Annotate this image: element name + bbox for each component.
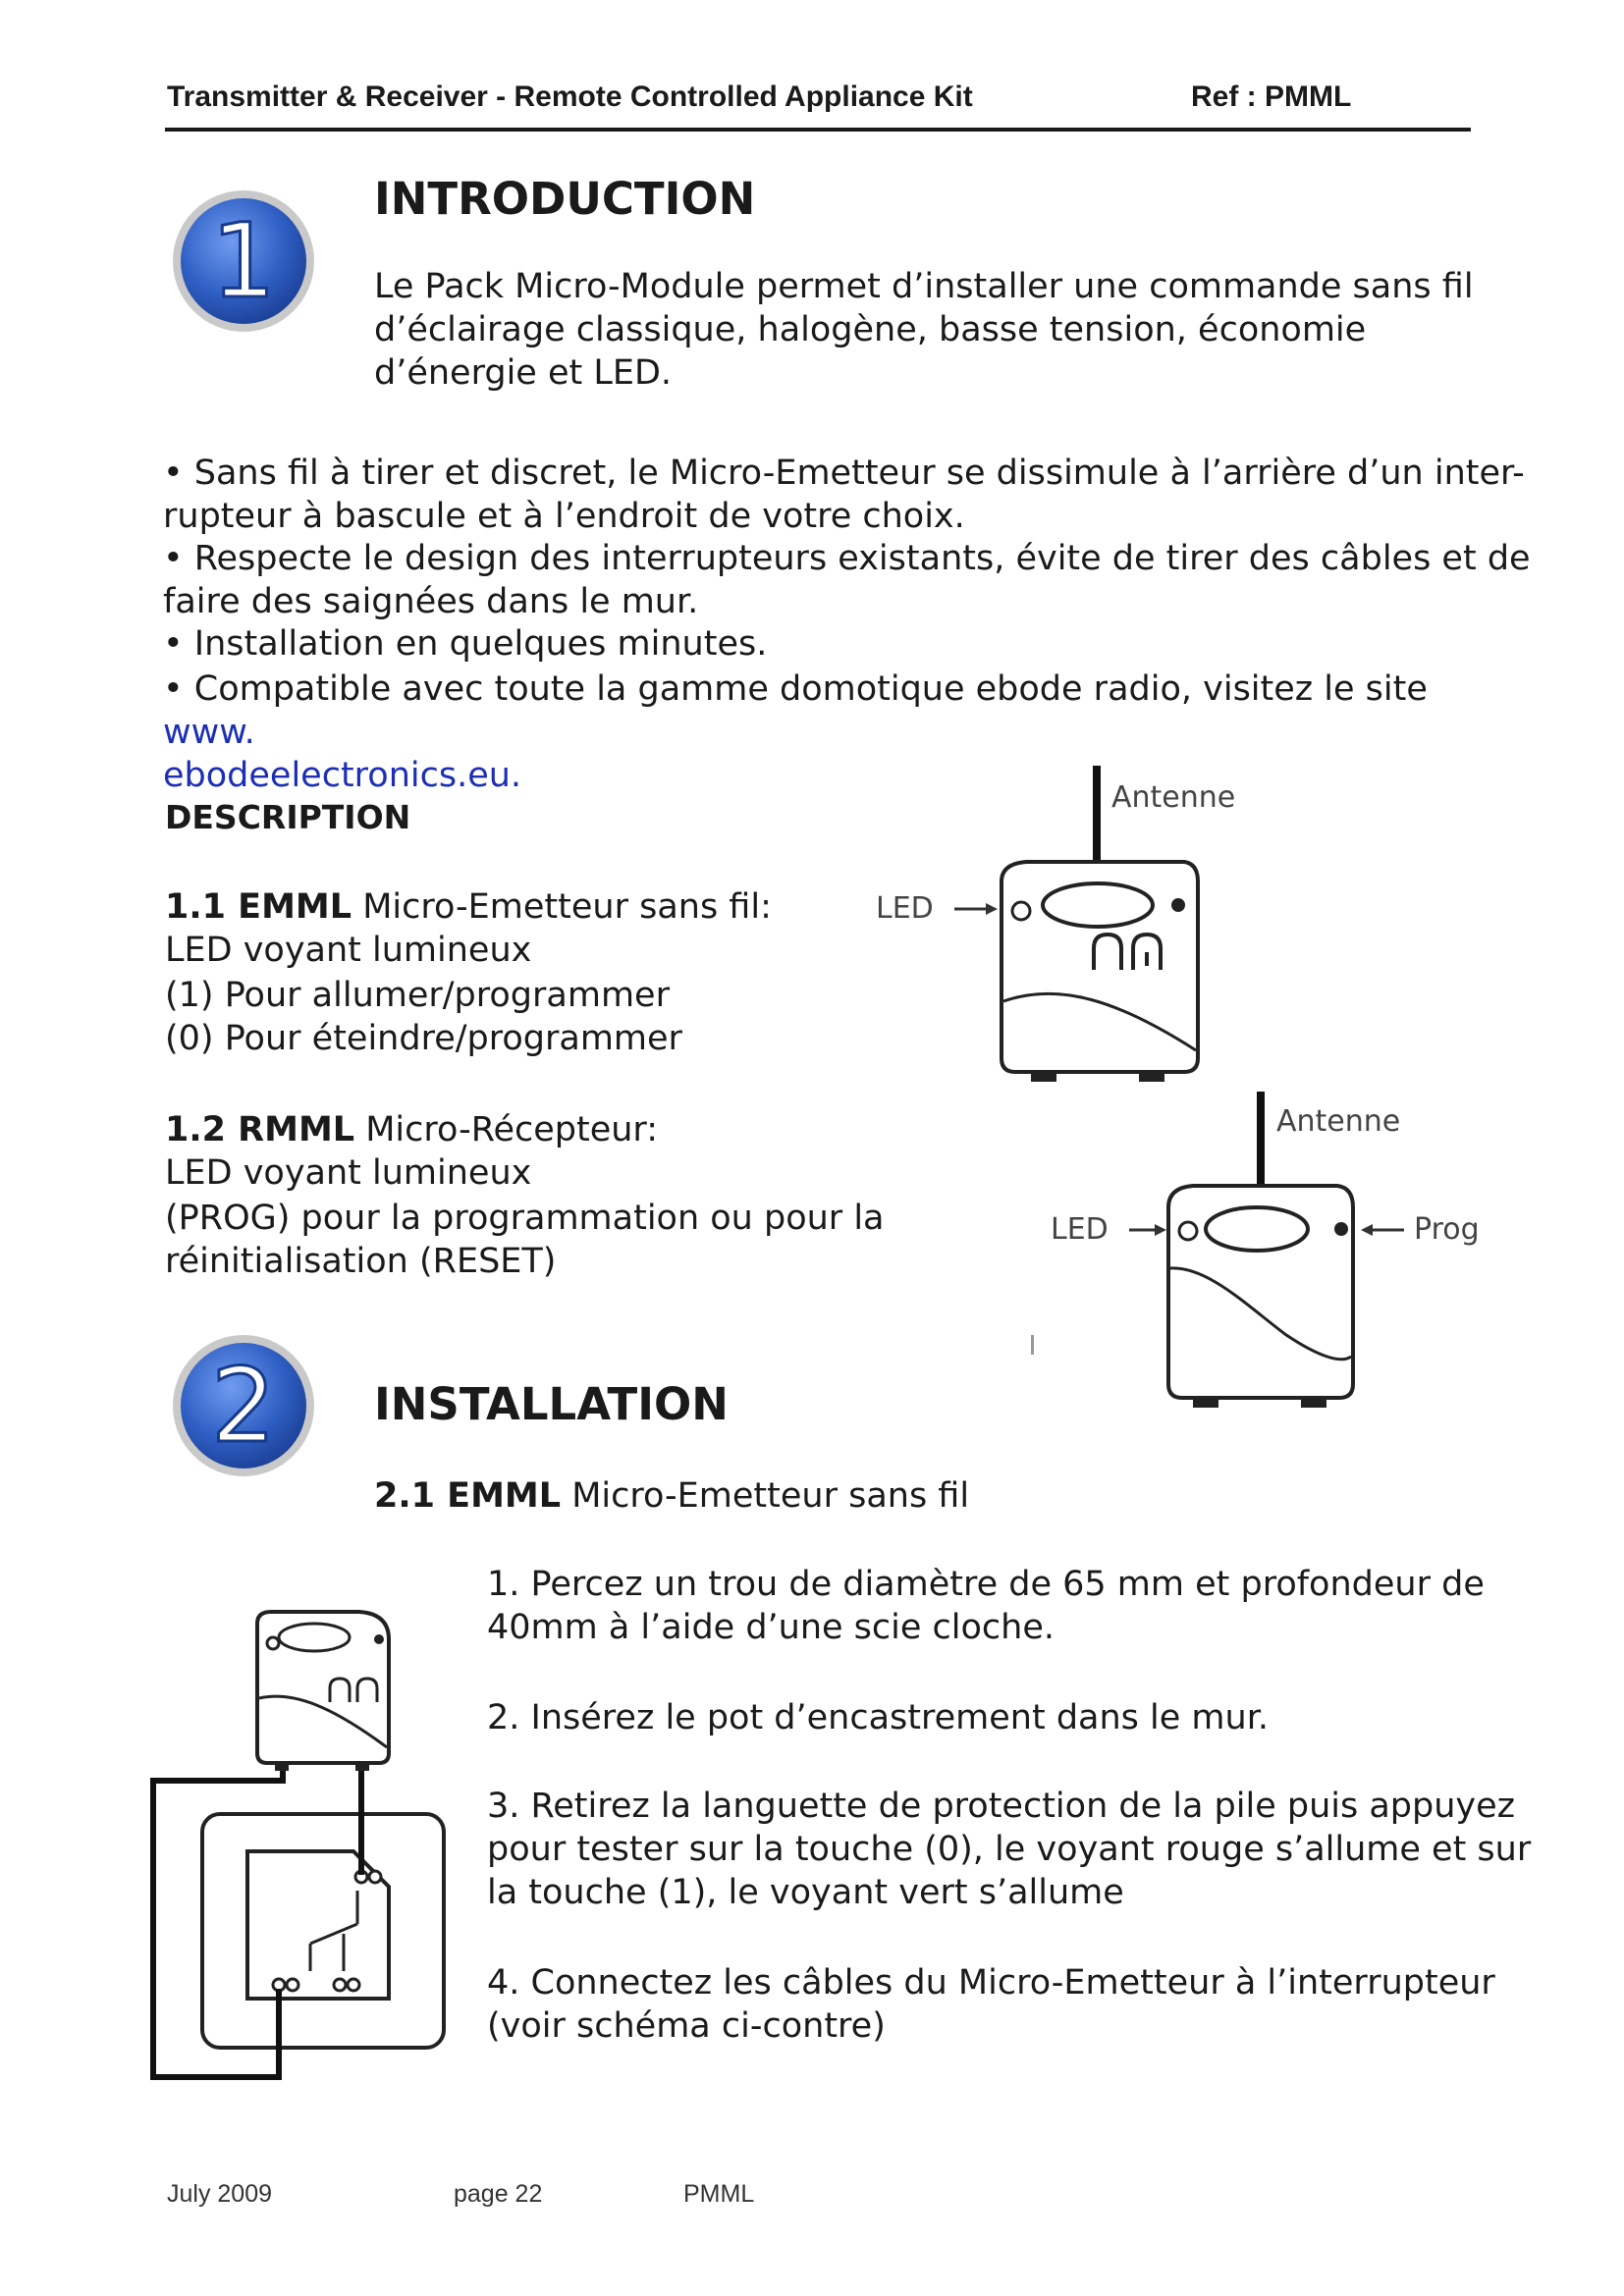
receiver-device bbox=[1051, 1092, 1480, 1408]
intro-title: INTRODUCTION bbox=[374, 173, 756, 225]
installation-subheading bbox=[374, 1474, 969, 1518]
emml-on-line: (1) Pour allumer/programmer bbox=[165, 976, 670, 1015]
footer-page: page 22 bbox=[454, 2180, 543, 2208]
installation-sub-code: 2.1 EMML bbox=[374, 1476, 562, 1516]
section-1-number: 1 bbox=[210, 201, 277, 321]
receiver-led-label: LED bbox=[1051, 1212, 1109, 1247]
bullet-1-line-1: • Sans fil à tirer et discret, le Micro-Emetteur se dissimule à l’arrière d’un inter- bbox=[163, 454, 1525, 493]
step-4-line-2: (voir schéma ci-contre) bbox=[487, 2006, 886, 2046]
header-title: Transmitter & Receiver - Remote Controlled Appliance Kit bbox=[167, 80, 973, 113]
bullet-2-line-1: • Respecte le design des interrupteurs existants, évite de tirer des câbles et de bbox=[163, 539, 1531, 578]
step-3 bbox=[487, 1785, 1531, 1914]
website-link-continued[interactable]: ebodeelectronics.eu. bbox=[163, 756, 522, 795]
description-heading: DESCRIPTION bbox=[165, 798, 411, 836]
intro-line-3: d’énergie et LED. bbox=[374, 353, 673, 393]
step-4 bbox=[487, 1961, 1495, 2048]
bullet-2 bbox=[163, 537, 1531, 623]
rmml-description bbox=[165, 1108, 885, 1283]
website-link[interactable]: www. bbox=[163, 713, 255, 752]
emitter-led-label: LED bbox=[876, 891, 934, 926]
step-1-line-2: 40mm à l’aide d’une scie cloche. bbox=[487, 1608, 1056, 1647]
step-4-line-1: 4. Connectez les câbles du Micro-Emetteur à l’interrupteur bbox=[487, 1963, 1495, 2002]
wiring-diagram bbox=[147, 1600, 461, 2091]
device-diagram bbox=[854, 756, 1502, 1423]
section-2-number: 2 bbox=[210, 1346, 277, 1466]
emitter-device bbox=[876, 766, 1235, 1082]
rmml-prog-line-2: réinitialisation (RESET) bbox=[165, 1242, 557, 1281]
header-ref: Ref : PMML bbox=[1191, 80, 1352, 113]
emml-title: Micro-Emetteur sans fil: bbox=[352, 887, 772, 927]
step-1 bbox=[487, 1563, 1485, 1649]
bullet-3: • Installation en quelques minutes. bbox=[163, 624, 768, 664]
intro-line-1: Le Pack Micro-Module permet d’installer une commande sans fil bbox=[374, 267, 1474, 306]
emml-code: 1.1 EMML bbox=[165, 887, 352, 927]
bullet-1-line-2: rupteur à bascule et à l’endroit de votre choix. bbox=[163, 497, 965, 536]
step-1-line-1: 1. Percez un trou de diamètre de 65 mm et profondeur de bbox=[487, 1565, 1485, 1604]
section-2-badge bbox=[169, 1331, 318, 1480]
rmml-code: 1.2 RMML bbox=[165, 1110, 355, 1149]
installation-sub-title: Micro-Emetteur sans fil bbox=[561, 1476, 970, 1516]
step-2: 2. Insérez le pot d’encastrement dans le mur. bbox=[487, 1698, 1269, 1737]
bullet-1 bbox=[163, 452, 1525, 538]
installation-title: INSTALLATION bbox=[374, 1378, 729, 1430]
step-3-line-1: 3. Retirez la languette de protection de la pile puis appuyez bbox=[487, 1787, 1516, 1826]
rmml-led-line: LED voyant lumineux bbox=[165, 1153, 532, 1193]
receiver-prog-label: Prog bbox=[1414, 1212, 1480, 1247]
header-divider bbox=[165, 128, 1471, 132]
bullet-4-text: • Compatible avec toute la gamme domotique ebode radio, visitez le site bbox=[163, 669, 1428, 709]
intro-paragraph bbox=[374, 265, 1474, 395]
emml-description bbox=[165, 885, 772, 1060]
bullet-2-line-2: faire des saignées dans le mur. bbox=[163, 582, 699, 621]
rmml-title: Micro-Récepteur: bbox=[354, 1110, 658, 1149]
footer-code: PMML bbox=[683, 2180, 755, 2208]
receiver-antenna-label: Antenne bbox=[1276, 1104, 1401, 1139]
footer-date: July 2009 bbox=[167, 2180, 273, 2208]
section-1-badge bbox=[169, 187, 318, 336]
emml-led-line: LED voyant lumineux bbox=[165, 931, 532, 970]
intro-line-2: d’éclairage classique, halogène, basse tension, économie bbox=[374, 310, 1367, 349]
emitter-antenna-label: Antenne bbox=[1111, 780, 1236, 815]
rmml-prog-line-1: (PROG) pour la programmation ou pour la bbox=[165, 1199, 885, 1238]
emml-off-line: (0) Pour éteindre/programmer bbox=[165, 1019, 682, 1058]
step-3-line-2: pour tester sur la touche (0), le voyant rouge s’allume et sur bbox=[487, 1830, 1532, 1869]
step-3-line-3: la touche (1), le voyant vert s’allume bbox=[487, 1873, 1124, 1912]
